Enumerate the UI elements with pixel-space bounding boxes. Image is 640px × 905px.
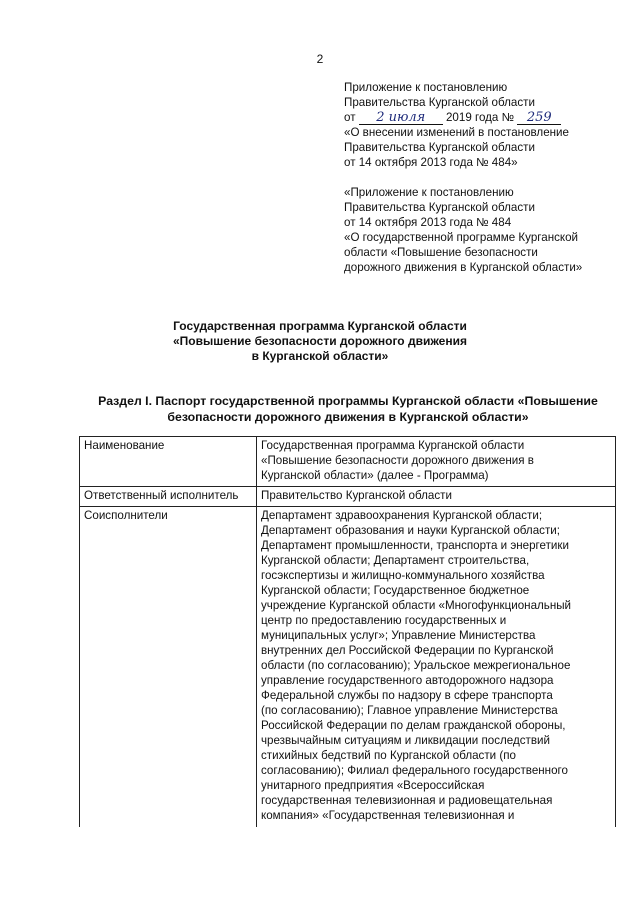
value-line: Курганской области; Государственное бюджетное	[261, 584, 530, 597]
value-line: Правительство Курганской области	[261, 489, 452, 502]
row-label: Ответственный исполнитель	[80, 487, 257, 507]
appendix-line: Правительства Курганской области	[344, 201, 535, 214]
value-line: Курганской области» (далее - Программа)	[261, 469, 489, 482]
value-line: (по согласованию); Главное управление Министерства	[261, 704, 558, 717]
appendix-line: Правительства Курганской области	[344, 141, 535, 154]
appendix-line: «О государственной программе Курганской	[344, 231, 579, 244]
value-line: чрезвычайным ситуациям и ликвидации последствий	[261, 734, 550, 747]
page-number: 2	[316, 52, 324, 66]
value-line: Департамент промышленности, транспорта и энергетики	[261, 539, 569, 552]
appendix-line: от 14 октября 2013 года № 484	[344, 216, 512, 229]
value-line: Департамент образования и науки Курганской области;	[261, 524, 560, 537]
program-title	[0, 319, 640, 364]
handwritten-date: 2 июля	[359, 111, 443, 125]
table-row	[80, 437, 616, 487]
value-line: внутренних дел Российской Федерации по Курганской	[261, 644, 554, 657]
row-value	[257, 487, 616, 507]
value-line: управление государственного автодорожного надзора	[261, 674, 554, 687]
value-line: области (по согласованию); Уральское межрегиональное	[261, 659, 571, 672]
row-label: Наименование	[80, 437, 257, 487]
section-title-line: Раздел I. Паспорт государственной программы Курганской области «Повышение	[98, 394, 598, 408]
program-title-line: в Курганской области»	[251, 349, 389, 363]
date-prefix: от	[344, 111, 356, 124]
row-value	[257, 507, 616, 828]
value-line: компания» «Государственная телевизионная и	[261, 809, 515, 822]
appendix-line: дорожного движения в Курганской области»	[344, 261, 583, 274]
date-suffix: 2019 года №	[445, 111, 515, 124]
value-line: Российской Федерации по делам гражданской обороны,	[261, 719, 566, 732]
value-line: Государственная программа Курганской области	[261, 439, 525, 452]
row-label: Соисполнители	[80, 507, 257, 828]
value-line: Федеральной службы по надзору в сфере транспорта	[261, 689, 553, 702]
appendix-date-line	[344, 110, 634, 125]
appendix-line: Правительства Курганской области	[344, 96, 535, 109]
section-title-line: безопасности дорожного движения в Курганской области»	[167, 410, 529, 424]
passport-table	[79, 436, 616, 827]
value-line: унитарного предприятия «Всероссийская	[261, 779, 485, 792]
appendix-line: Приложение к постановлению	[344, 81, 508, 94]
appendix-line: области «Повышение безопасности	[344, 246, 538, 259]
value-line: согласованию); Филиал федерального государственного	[261, 764, 568, 777]
value-line: центр по предоставлению государственных и	[261, 614, 507, 627]
value-line: «Повышение безопасности дорожного движения в	[261, 454, 534, 467]
table-row	[80, 487, 616, 507]
program-title-line: Государственная программа Курганской области	[173, 319, 467, 333]
appendix-header	[344, 80, 634, 275]
value-line: Департамент здравоохранения Курганской области;	[261, 509, 543, 522]
table-row	[80, 507, 616, 828]
value-line: муниципальных услуг»; Управление Министерства	[261, 629, 536, 642]
value-line: стихийных бедствий по Курганской области (по	[261, 749, 516, 762]
value-line: государственная телевизионная и радиовещательная	[261, 794, 553, 807]
appendix-line: от 14 октября 2013 года № 484»	[344, 156, 518, 169]
value-line: учреждение Курганской области «Многофункциональный	[261, 599, 572, 612]
value-line: госэкспертизы и жилищно-коммунального хозяйства	[261, 569, 545, 582]
row-value	[257, 437, 616, 487]
program-title-line: «Повышение безопасности дорожного движения	[173, 334, 467, 348]
appendix-line: «Приложение к постановлению	[344, 186, 514, 199]
handwritten-number: 259	[517, 111, 561, 125]
section-title	[78, 393, 618, 425]
appendix-line: «О внесении изменений в постановление	[344, 126, 569, 139]
value-line: Курганской области; Департамент строительства,	[261, 554, 530, 567]
